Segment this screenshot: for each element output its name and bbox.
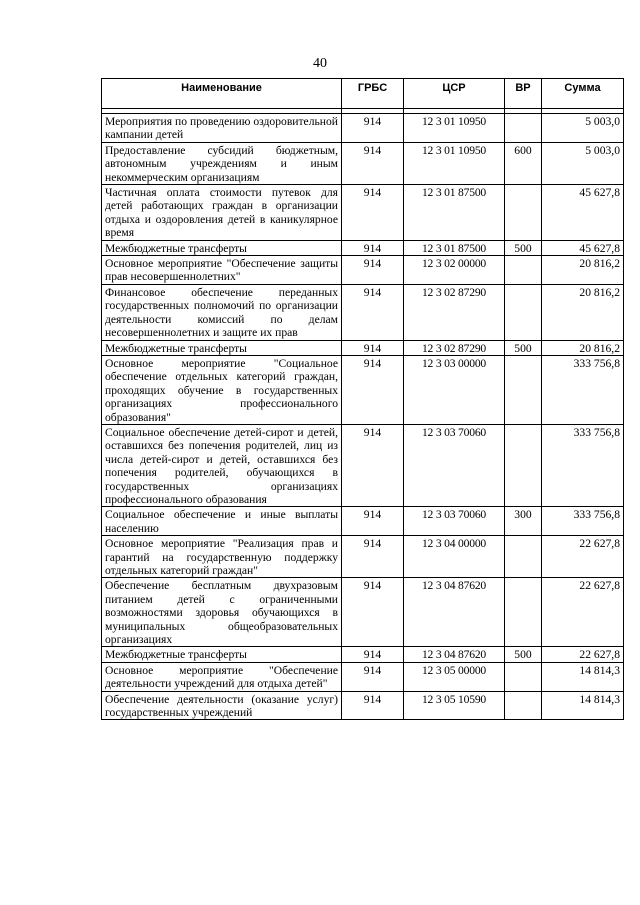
row-sum: 333 756,8: [542, 507, 624, 536]
row-csr: 12 3 05 00000: [404, 662, 505, 691]
row-name: Основное мероприятие "Реализация прав и гарантий на государственную поддержку отдельных категорий граждан": [102, 536, 342, 578]
row-name: Межбюджетные трансферты: [102, 340, 342, 355]
table-row: [102, 647, 624, 662]
row-sum: 333 756,8: [542, 355, 624, 424]
row-sum: 14 814,3: [542, 662, 624, 691]
table-row: [102, 578, 624, 647]
table-row: [102, 114, 624, 143]
row-csr: 12 3 03 70060: [404, 507, 505, 536]
row-grbs: 914: [342, 662, 404, 691]
row-name: Основное мероприятие "Обеспечение защиты прав несовершеннолетних": [102, 256, 342, 285]
row-name: Основное мероприятие "Социальное обеспечение отдельных категорий граждан, проходящих обучение в государственных организациях профессионального образования": [102, 355, 342, 424]
row-csr: 12 3 02 00000: [404, 256, 505, 285]
row-grbs: 914: [342, 284, 404, 340]
row-sum: 22 627,8: [542, 536, 624, 578]
row-name: Финансовое обеспечение переданных государственных полномочий по организации деятельности комиссий по делам несовершеннолетних и защите их прав: [102, 284, 342, 340]
row-csr: 12 3 03 00000: [404, 355, 505, 424]
row-csr: 12 3 01 87500: [404, 240, 505, 255]
table-row: [102, 355, 624, 424]
row-name: Предоставление субсидий бюджетным, автономным учреждениям и иным некоммерческим организациям: [102, 142, 342, 184]
row-grbs: 914: [342, 142, 404, 184]
header-vr: ВР: [505, 79, 542, 109]
row-vr: 300: [505, 507, 542, 536]
row-csr: 12 3 02 87290: [404, 284, 505, 340]
row-name: Обеспечение деятельности (оказание услуг) государственных учреждений: [102, 691, 342, 720]
table-row: [102, 662, 624, 691]
row-sum: 22 627,8: [542, 647, 624, 662]
row-sum: 20 816,2: [542, 340, 624, 355]
table-row: [102, 256, 624, 285]
row-sum: 333 756,8: [542, 424, 624, 506]
row-grbs: 914: [342, 240, 404, 255]
row-grbs: 914: [342, 578, 404, 647]
row-csr: 12 3 05 10590: [404, 691, 505, 720]
row-csr: 12 3 04 87620: [404, 647, 505, 662]
row-csr: 12 3 02 87290: [404, 340, 505, 355]
row-name: Мероприятия по проведению оздоровительной кампании детей: [102, 114, 342, 143]
row-sum: 14 814,3: [542, 691, 624, 720]
row-vr: 500: [505, 647, 542, 662]
row-name: Межбюджетные трансферты: [102, 647, 342, 662]
row-vr: [505, 424, 542, 506]
table-row: [102, 340, 624, 355]
row-grbs: 914: [342, 424, 404, 506]
row-name: Обеспечение бесплатным двухразовым питанием детей с ограниченными возможностями здоровья обучающихся в муниципальных общеобразовательных организациях: [102, 578, 342, 647]
row-grbs: 914: [342, 114, 404, 143]
row-vr: [505, 536, 542, 578]
row-sum: 45 627,8: [542, 240, 624, 255]
row-vr: [505, 185, 542, 241]
row-grbs: 914: [342, 340, 404, 355]
table-row: [102, 284, 624, 340]
row-name: Частичная оплата стоимости путевок для детей работающих граждан в организации отдыха и оздоровления детей в каникулярное время: [102, 185, 342, 241]
row-grbs: 914: [342, 355, 404, 424]
row-vr: [505, 284, 542, 340]
row-sum: 20 816,2: [542, 256, 624, 285]
row-csr: 12 3 04 00000: [404, 536, 505, 578]
row-name: Основное мероприятие "Обеспечение деятельности учреждений для отдыха детей": [102, 662, 342, 691]
table-row: [102, 185, 624, 241]
row-vr: 500: [505, 340, 542, 355]
row-csr: 12 3 01 10950: [404, 114, 505, 143]
header-name: Наименование: [102, 79, 342, 109]
table-row: [102, 691, 624, 720]
header-csr: ЦСР: [404, 79, 505, 109]
row-grbs: 914: [342, 507, 404, 536]
row-name: Межбюджетные трансферты: [102, 240, 342, 255]
row-grbs: 914: [342, 185, 404, 241]
row-csr: 12 3 04 87620: [404, 578, 505, 647]
budget-table: [101, 78, 624, 720]
row-sum: 20 816,2: [542, 284, 624, 340]
row-vr: [505, 662, 542, 691]
row-sum: 5 003,0: [542, 114, 624, 143]
header-sum: Сумма: [542, 79, 624, 109]
row-vr: [505, 114, 542, 143]
row-name: Социальное обеспечение детей-сирот и детей, оставшихся без попечения родителей, лиц из числа детей-сирот и детей, оставшихся без попечения родителей, обучающихся в государственных организациях профессионального образования: [102, 424, 342, 506]
header-grbs: ГРБС: [342, 79, 404, 109]
row-sum: 45 627,8: [542, 185, 624, 241]
row-csr: 12 3 01 10950: [404, 142, 505, 184]
row-vr: 500: [505, 240, 542, 255]
row-grbs: 914: [342, 536, 404, 578]
table-row: [102, 240, 624, 255]
page-number: 40: [313, 56, 327, 71]
row-csr: 12 3 01 87500: [404, 185, 505, 241]
row-vr: [505, 578, 542, 647]
row-sum: 5 003,0: [542, 142, 624, 184]
row-vr: [505, 355, 542, 424]
table-row: [102, 507, 624, 536]
row-name: Социальное обеспечение и иные выплаты населению: [102, 507, 342, 536]
table-row: [102, 536, 624, 578]
row-grbs: 914: [342, 691, 404, 720]
row-vr: 600: [505, 142, 542, 184]
row-vr: [505, 691, 542, 720]
row-csr: 12 3 03 70060: [404, 424, 505, 506]
row-grbs: 914: [342, 647, 404, 662]
row-grbs: 914: [342, 256, 404, 285]
table-row: [102, 424, 624, 506]
table-row: [102, 142, 624, 184]
table-header-row: [102, 79, 624, 109]
row-vr: [505, 256, 542, 285]
row-sum: 22 627,8: [542, 578, 624, 647]
